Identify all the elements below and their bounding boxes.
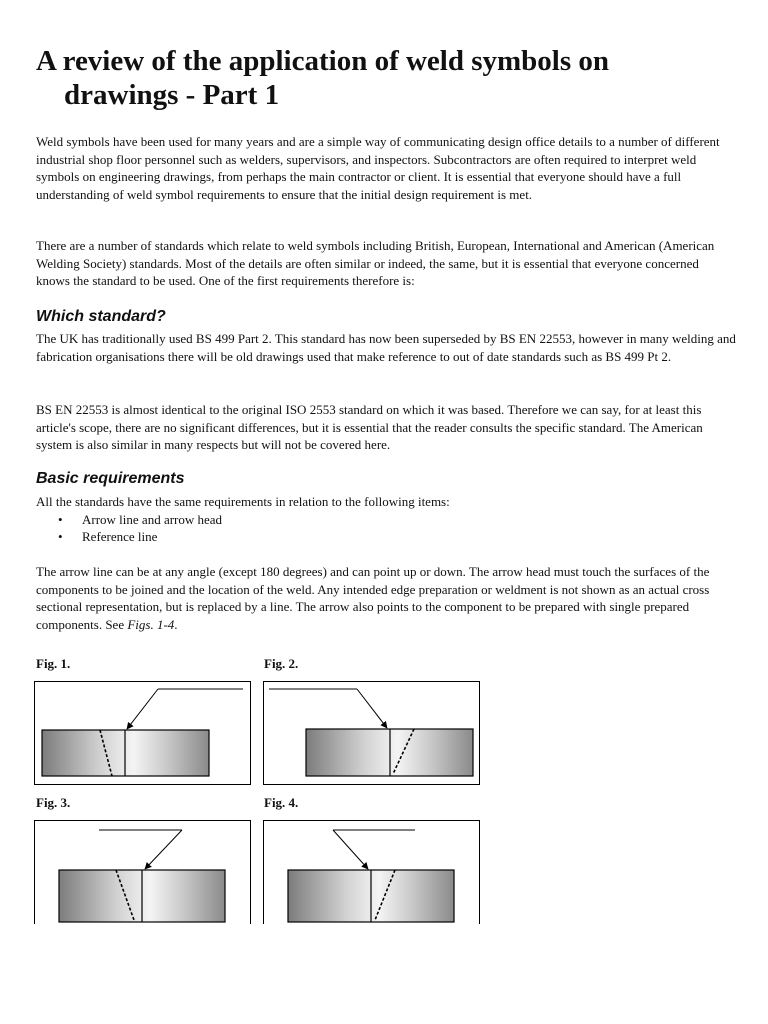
- list-item: • Reference line: [36, 528, 222, 545]
- fig-2-diagram: [263, 681, 480, 785]
- fig-4-label: Fig. 4.: [264, 795, 299, 810]
- which-standard-paragraph-1: The UK has traditionally used BS 499 Part 2. This standard has now been superseded by BS EN 22553, however in many welding and fabrication organisations there will be old drawings used that make reference to out of date standards such as BS 499 Pt 2.: [36, 331, 736, 364]
- basic-requirements-intro: All the standards have the same requirements in relation to the following items:: [36, 494, 450, 509]
- title-line-2: drawings - Part 1: [64, 79, 280, 111]
- arrow-line-paragraph: [36, 563, 736, 633]
- arrow-line-paragraph-text: The arrow line can be at any angle (except 180 degrees) and can point up or down. The arrow head must touch the surfaces of the components to be joined and the location of the weld. Any intended edge preparation or weldment is not shown as an actual cross sectional representation, but is replaced by a line. The arrow also points to the component to be prepared with single prepared components. See: [36, 564, 710, 632]
- fig-4-diagram: [263, 820, 480, 924]
- which-standard-paragraph-2: BS EN 22553 is almost identical to the original ISO 2553 standard on which it was based. Therefore we can say, for at least this article's scope, there are no significant differences, but it is essential that the reader consults the specific standard. The American system is also similar in many respects but will not be covered here.: [36, 402, 703, 453]
- figure-reference: Figs. 1-4: [127, 616, 175, 632]
- intro-paragraph-1: Weld symbols have been used for many years and are a simple way of communicating design office details to a number of different industrial shop floor personnel such as welders, supervisors, and inspectors. Subcontractors are often required to interpret weld symbols on engineering drawings, from perhaps the main contractor or client. It is essential that everyone should have a full understanding of weld symbol requirements to ensure that the initial design requirement is met.: [36, 134, 720, 202]
- fig-2-label: Fig. 2.: [264, 656, 299, 671]
- fig-1-label: Fig. 1.: [36, 656, 71, 671]
- fig-3-label: Fig. 3.: [36, 795, 71, 810]
- section-heading-basic-requirements: Basic requirements: [36, 470, 185, 487]
- title-line-1: A review of the application of weld symbols on: [36, 45, 610, 77]
- fig-1-diagram: [34, 681, 251, 785]
- page-title: [36, 44, 736, 112]
- list-item: • Arrow line and arrow head: [36, 511, 222, 528]
- intro-paragraph-2: There are a number of standards which relate to weld symbols including British, European, International and American (American Welding Society) standards. Most of the details are often similar or indeed, the same, but it is essential that everyone concerned knows the standard to be used. One of the first requirements therefore is:: [36, 238, 715, 289]
- arrow-line-paragraph-end: .: [174, 616, 178, 632]
- section-heading-which-standard: Which standard?: [36, 308, 166, 325]
- requirements-list: [36, 511, 222, 545]
- fig-3-diagram: [34, 820, 251, 924]
